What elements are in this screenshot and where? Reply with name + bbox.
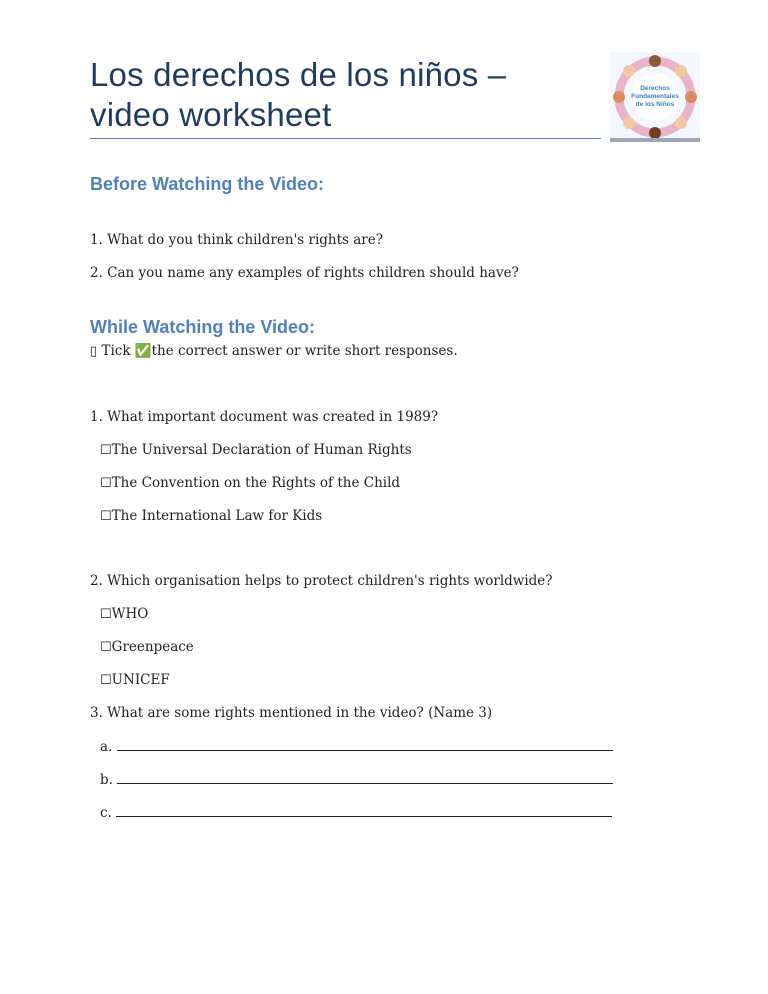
checkbox-icon[interactable]: ☐ xyxy=(100,476,112,491)
answer-letter: b. xyxy=(100,772,113,788)
bullet-icon: ▯ xyxy=(90,344,98,359)
before-question-1: 1. What do you think children's rights are? xyxy=(90,232,383,248)
answer-line-c[interactable] xyxy=(100,804,612,821)
option-label: The Universal Declaration of Human Rights xyxy=(111,442,412,458)
logo-line-1: Derechos xyxy=(640,85,670,92)
q2-option-2[interactable] xyxy=(100,639,194,655)
option-label: The Convention on the Rights of the Child xyxy=(111,475,401,491)
answer-blank[interactable] xyxy=(116,804,612,817)
q2-option-3[interactable] xyxy=(100,672,170,688)
while-watching-heading: While Watching the Video: xyxy=(90,317,315,337)
instruction-text: Tick ✅the correct answer or write short responses. xyxy=(97,343,458,359)
checkbox-icon[interactable]: ☐ xyxy=(100,640,112,655)
option-label: Greenpeace xyxy=(111,639,194,655)
children-circle-icon xyxy=(610,52,700,142)
checkbox-icon[interactable]: ☐ xyxy=(100,443,112,458)
children-rights-logo xyxy=(610,52,700,142)
answer-line-a[interactable] xyxy=(100,738,613,755)
q1-option-3[interactable] xyxy=(100,508,322,524)
before-question-2: 2. Can you name any examples of rights children should have? xyxy=(90,265,519,281)
option-label: The International Law for Kids xyxy=(111,508,323,524)
answer-blank[interactable] xyxy=(117,738,613,751)
answer-letter: c. xyxy=(100,805,112,821)
before-watching-heading: Before Watching the Video: xyxy=(90,174,325,194)
q1-option-1[interactable] xyxy=(100,442,412,458)
logo-line-2: Fundamentales xyxy=(631,93,679,100)
checkbox-icon[interactable]: ☐ xyxy=(100,509,112,524)
option-label: WHO xyxy=(111,606,149,622)
while-question-1: 1. What important document was created in 1989? xyxy=(90,409,439,425)
option-label: UNICEF xyxy=(111,672,170,688)
checkbox-icon[interactable]: ☐ xyxy=(100,607,112,622)
q2-option-1[interactable] xyxy=(100,606,148,622)
logo-line-3: de los Niños xyxy=(635,101,675,108)
checkbox-icon[interactable]: ☐ xyxy=(100,673,112,688)
while-question-2: 2. Which organisation helps to protect children's rights worldwide? xyxy=(90,573,553,589)
q1-option-2[interactable] xyxy=(100,475,400,491)
worksheet-title: Los derechos de los niños – video worksheet xyxy=(90,56,507,133)
answer-line-b[interactable] xyxy=(100,771,613,788)
answer-blank[interactable] xyxy=(117,771,613,784)
while-question-3: 3. What are some rights mentioned in the video? (Name 3) xyxy=(90,705,493,721)
instruction-line xyxy=(90,343,458,359)
title-divider xyxy=(90,138,601,139)
answer-letter: a. xyxy=(100,739,113,755)
